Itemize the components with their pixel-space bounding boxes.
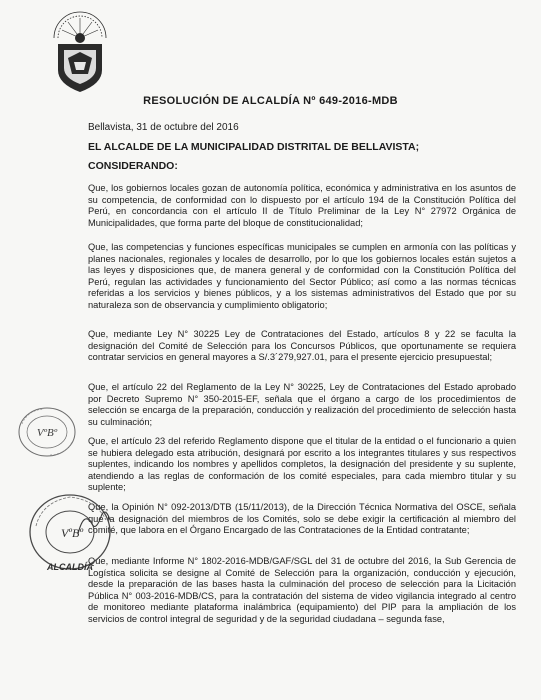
resolution-title: RESOLUCIÓN DE ALCALDÍA Nº 649-2016-MDB (143, 95, 398, 107)
stamp-upper-text: VºBº (36, 427, 58, 439)
municipal-crest-logo (44, 4, 116, 96)
paragraph-6: Que, la Opinión N° 092-2013/DTB (15/11/2013), de la Dirección Técnica Normativa del OSCE, señala que la designación del miembros de los Comités, solo se debe exigir la certificación al miembro del comité, que labora en el Órgano Encargado de las Contrataciones de la Entidad contratante; (88, 502, 516, 536)
addressee-heading: EL ALCALDE DE LA MUNICIPALIDAD DISTRITAL DE BELLAVISTA; (88, 141, 420, 153)
paragraph-7: Que, mediante Informe N° 1802-2016-MDB/GAF/SGL del 31 de octubre del 2016, la Sub Gerencia de Logística solicita se designe al Comité de Selección para la organización, conducción y ejecución, desde la preparación de las bases hasta la culminación del proceso de selección para la Licitación Pública N° 003-2016-MDB/CS, para la contratación del sistema de video vigilancia integrado al centro de monitoreo mediante plataforma inalámbrica (equipamiento) del PIP para la ampliación de los servicios de control integral de seguridad y de la seguridad ciudadana – segunda fase, (88, 556, 516, 624)
paragraph-1: Que, los gobiernos locales gozan de autonomía política, económica y administrativa en los asuntos de su competencia, de conformidad con lo dispuesto por el artículo 194 de la Constitución Política del Perú, en concordancia con el artículo II de Título Preliminar de la Ley N° 27972 Orgánica de Municipalidades, que forma parte del bloque de constitucionalidad; (88, 183, 516, 228)
signature-scribble (74, 506, 114, 540)
considerando-heading: CONSIDERANDO: (88, 160, 178, 172)
paragraph-2: Que, las competencias y funciones específicas municipales se cumplen en armonía con las políticas y planes nacionales, regionales y locales de desarrollo, por lo que los gobiernos locales están sujetos a las leyes y disposiciones que, de manera general y de conformidad con la Constitución Política del Perú, regulan las actividades y funcionamiento del Sector Público; así como a las normas técnicas referidas a los servicios y bienes públicos, y a los sistemas administrativos del Estado que por su naturaleza son de observancia y cumplimiento obligatorio; (88, 242, 516, 310)
paragraph-4: Que, el artículo 22 del Reglamento de la Ley N° 30225, Ley de Contrataciones del Estado aprobado por Decreto Supremo N° 350-2015-EF, señala que el órgano a cargo de los procedimientos de selección se encarga de la preparación, conducción y realización del procedimiento de selección hasta su culminación; (88, 382, 516, 427)
stamp-lower-text: VºBº (60, 526, 84, 540)
document-date: Bellavista, 31 de octubre del 2016 (88, 122, 239, 133)
paragraph-3: Que, mediante Ley N° 30225 Ley de Contrataciones del Estado, artículos 8 y 22 se faculta la designación del Comité de Selección para los Concursos Públicos, que oportunamente se requiera contratar servicios en general mayores a S/.3´279,927.01, para el presente ejercicio presupuestal; (88, 329, 516, 363)
paragraph-5: Que, el artículo 23 del referido Reglamento dispone que el titular de la entidad o el funcionario a quien se hubiera delegado esta atribución, designará por escrito a los integrantes titulares y sus respectivos suplentes, indicando los nombres y apellidos completos, la designación del presidente y su suplente, atendiendo a las reglas de conformación de los comité especiales, para cada miembro titular y su suplente; (88, 436, 516, 493)
stamp-lower-label: ALCALDÍA (47, 562, 93, 572)
approval-stamp-upper (14, 402, 80, 462)
